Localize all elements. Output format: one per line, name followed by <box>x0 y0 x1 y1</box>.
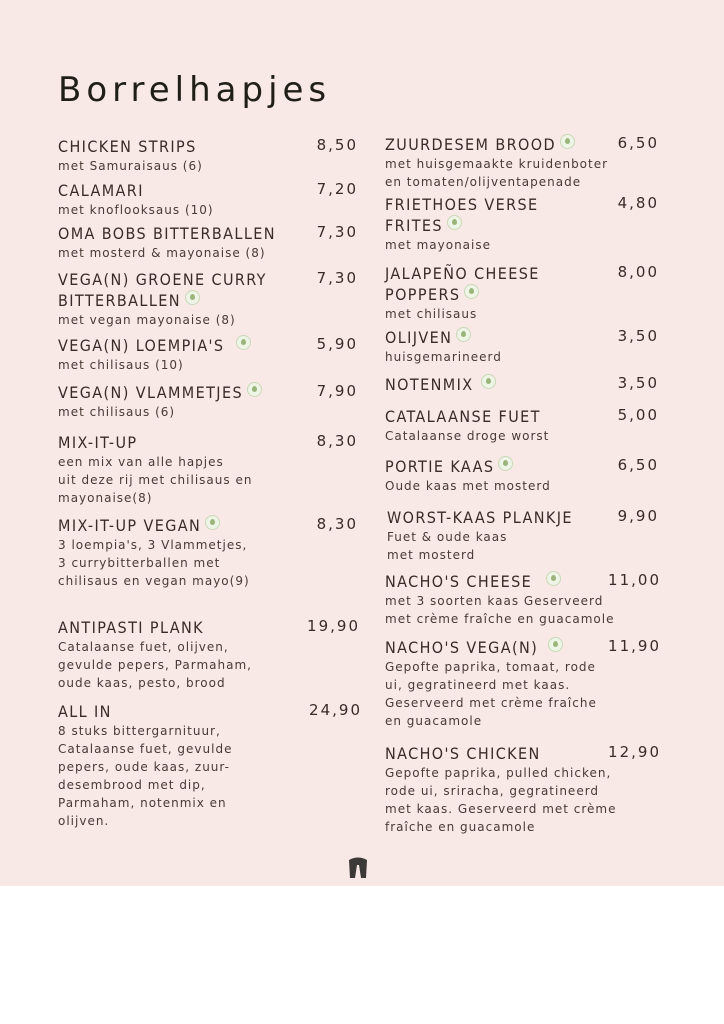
item-name: ZUURDESEM BROOD <box>385 134 659 155</box>
item-price: 5,00 <box>617 406 659 424</box>
item-name: ANTIPASTI PLANK <box>58 618 204 637</box>
item-price: 7,30 <box>316 269 358 287</box>
item-price: 3,50 <box>617 327 659 345</box>
item-desc: chilisaus en vegan mayo(9) <box>58 574 250 588</box>
item-desc: 3 loempia's, 3 Vlammetjes, <box>58 538 248 552</box>
item-name: JALAPEÑO CHEESE POPPERS <box>385 264 540 304</box>
item-name: MIX-IT-UP VEGAN <box>58 515 358 536</box>
page-title: Borrelhapjes <box>58 70 332 110</box>
vegan-icon <box>205 515 220 530</box>
item-desc: mayonaise(8) <box>58 491 153 505</box>
item-name: OLIJVEN <box>385 327 659 348</box>
item-name: VEGA(N) VLAMMETJES <box>58 382 358 403</box>
menu-item-bitterballen <box>58 223 358 262</box>
vegan-icon <box>481 374 496 389</box>
item-name: FRIETHOES VERSE FRITES <box>385 195 539 235</box>
item-desc: Parmaham, notenmix en <box>58 796 227 810</box>
item-name: CHICKEN STRIPS <box>58 137 197 156</box>
item-desc: met mosterd <box>387 548 476 562</box>
item-desc: Catalaanse droge worst <box>385 429 550 443</box>
item-desc: 3 currybitterballen met <box>58 556 221 570</box>
item-name: PORTIE KAAS <box>385 456 659 477</box>
item-desc: met mayonaise <box>385 238 492 252</box>
vegan-icon <box>464 284 479 299</box>
item-desc: Catalaanse fuet, olijven, <box>58 640 229 654</box>
item-name: WORST-KAAS PLANKJE <box>387 508 573 527</box>
vegan-icon <box>498 456 513 471</box>
vegan-icon <box>560 134 575 149</box>
item-price: 4,80 <box>617 194 659 212</box>
item-price: 8,30 <box>316 515 358 533</box>
item-desc: Catalaanse fuet, gevulde <box>58 742 233 756</box>
item-price: 6,50 <box>617 456 659 474</box>
item-price: 8,50 <box>316 136 358 154</box>
menu-item-nachos-cheese <box>385 571 661 628</box>
item-price: 11,90 <box>608 637 661 655</box>
item-desc: rode ui, sriracha, gegratineerd <box>385 784 600 798</box>
item-desc: met crème fraîche en guacamole <box>385 612 615 626</box>
item-name: NACHO'S VEGA(N) <box>385 637 661 658</box>
item-price: 5,90 <box>316 335 358 353</box>
item-desc: 8 stuks bittergarnituur, <box>58 724 221 738</box>
vegan-icon <box>236 335 251 350</box>
item-desc: met 3 soorten kaas Geserveerd <box>385 594 604 608</box>
item-price: 9,90 <box>617 507 659 525</box>
item-name: NACHO'S CHICKEN <box>385 744 541 763</box>
item-price: 7,20 <box>316 180 358 198</box>
menu-item-vegan-vlammetjes <box>58 382 358 421</box>
item-name: CALAMARI <box>58 181 144 200</box>
item-name: CATALAANSE FUET <box>385 407 541 426</box>
item-price: 24,90 <box>309 701 362 719</box>
item-desc: Oude kaas met mosterd <box>385 479 551 493</box>
menu-item-friethoes-frites <box>385 194 659 254</box>
menu-item-olijven <box>385 327 659 366</box>
item-desc: met chilisaus <box>385 307 478 321</box>
item-desc: uit deze rij met chilisaus en <box>58 473 253 487</box>
menu-item-portie-kaas <box>385 456 659 495</box>
item-desc: een mix van alle hapjes <box>58 455 224 469</box>
menu-item-all-in <box>58 701 362 830</box>
item-price: 19,90 <box>307 617 360 635</box>
item-desc: met chilisaus (10) <box>58 358 184 372</box>
item-price: 8,00 <box>617 263 659 281</box>
item-desc: Gepofte paprika, tomaat, rode <box>385 660 596 674</box>
item-name: MIX-IT-UP <box>58 433 138 452</box>
menu-item-mix-it-up-vegan <box>58 515 358 590</box>
item-name: ALL IN <box>58 702 112 721</box>
menu-item-notenmix <box>385 374 659 395</box>
item-desc: Gepofte paprika, pulled chicken, <box>385 766 612 780</box>
item-name: VEGA(N) GROENE CURRY BITTERBALLEN <box>58 270 267 310</box>
item-desc: met kaas. Geserveerd met crème <box>385 802 617 816</box>
item-desc: ui, gegratineerd met kaas. <box>385 678 571 692</box>
menu-item-mix-it-up <box>58 432 358 507</box>
item-desc: met knoflooksaus (10) <box>58 203 214 217</box>
item-desc: en tomaten/olijventapenade <box>385 175 582 189</box>
item-desc: met mosterd & mayonaise (8) <box>58 246 266 260</box>
menu-item-chicken-strips <box>58 136 358 175</box>
item-price: 3,50 <box>617 374 659 392</box>
item-name: NOTENMIX <box>385 374 659 395</box>
item-price: 8,30 <box>316 432 358 450</box>
menu-item-vegan-loempias <box>58 335 358 374</box>
menu-item-calamari <box>58 180 358 219</box>
menu-item-worst-kaas-plankje <box>387 507 659 564</box>
item-desc: olijven. <box>58 814 110 828</box>
menu-item-jalapeno-poppers <box>385 263 659 323</box>
item-desc: oude kaas, pesto, brood <box>58 676 226 690</box>
item-desc: gevulde pepers, Parmaham, <box>58 658 252 672</box>
menu-item-vegan-curry-bitterballen <box>58 269 358 329</box>
vegan-icon <box>456 327 471 342</box>
item-desc: en guacamole <box>385 714 483 728</box>
item-desc: met vegan mayonaise (8) <box>58 313 236 327</box>
item-desc: Geserveerd met crème fraîche <box>385 696 597 710</box>
menu-item-nachos-chicken <box>385 743 661 836</box>
menu-item-zuurdesem-brood <box>385 134 659 191</box>
item-desc: huisgemarineerd <box>385 350 502 364</box>
vegan-icon <box>447 215 462 230</box>
vegan-icon <box>247 382 262 397</box>
item-price: 7,30 <box>316 223 358 241</box>
item-name: OMA BOBS BITTERBALLEN <box>58 224 276 243</box>
vegan-icon <box>546 571 561 586</box>
item-name: NACHO'S CHEESE <box>385 571 661 592</box>
menu-item-antipasti-plank <box>58 617 360 692</box>
item-price: 7,90 <box>316 382 358 400</box>
item-name: VEGA(N) LOEMPIA'S <box>58 335 358 356</box>
item-desc: fraîche en guacamole <box>385 820 536 834</box>
vegan-icon <box>185 290 200 305</box>
vegan-icon <box>548 637 563 652</box>
item-price: 12,90 <box>608 743 661 761</box>
item-desc: Fuet & oude kaas <box>387 530 508 544</box>
item-desc: pepers, oude kaas, zuur- <box>58 760 230 774</box>
brand-logo-icon <box>345 854 371 880</box>
item-desc: met chilisaus (6) <box>58 405 176 419</box>
item-price: 6,50 <box>617 134 659 152</box>
item-desc: met Samuraisaus (6) <box>58 159 203 173</box>
item-desc: met huisgemaakte kruidenboter <box>385 157 609 171</box>
item-desc: desembrood met dip, <box>58 778 206 792</box>
item-price: 11,00 <box>608 571 661 589</box>
menu-item-catalaanse-fuet <box>385 406 659 445</box>
menu-item-nachos-vegan <box>385 637 661 730</box>
